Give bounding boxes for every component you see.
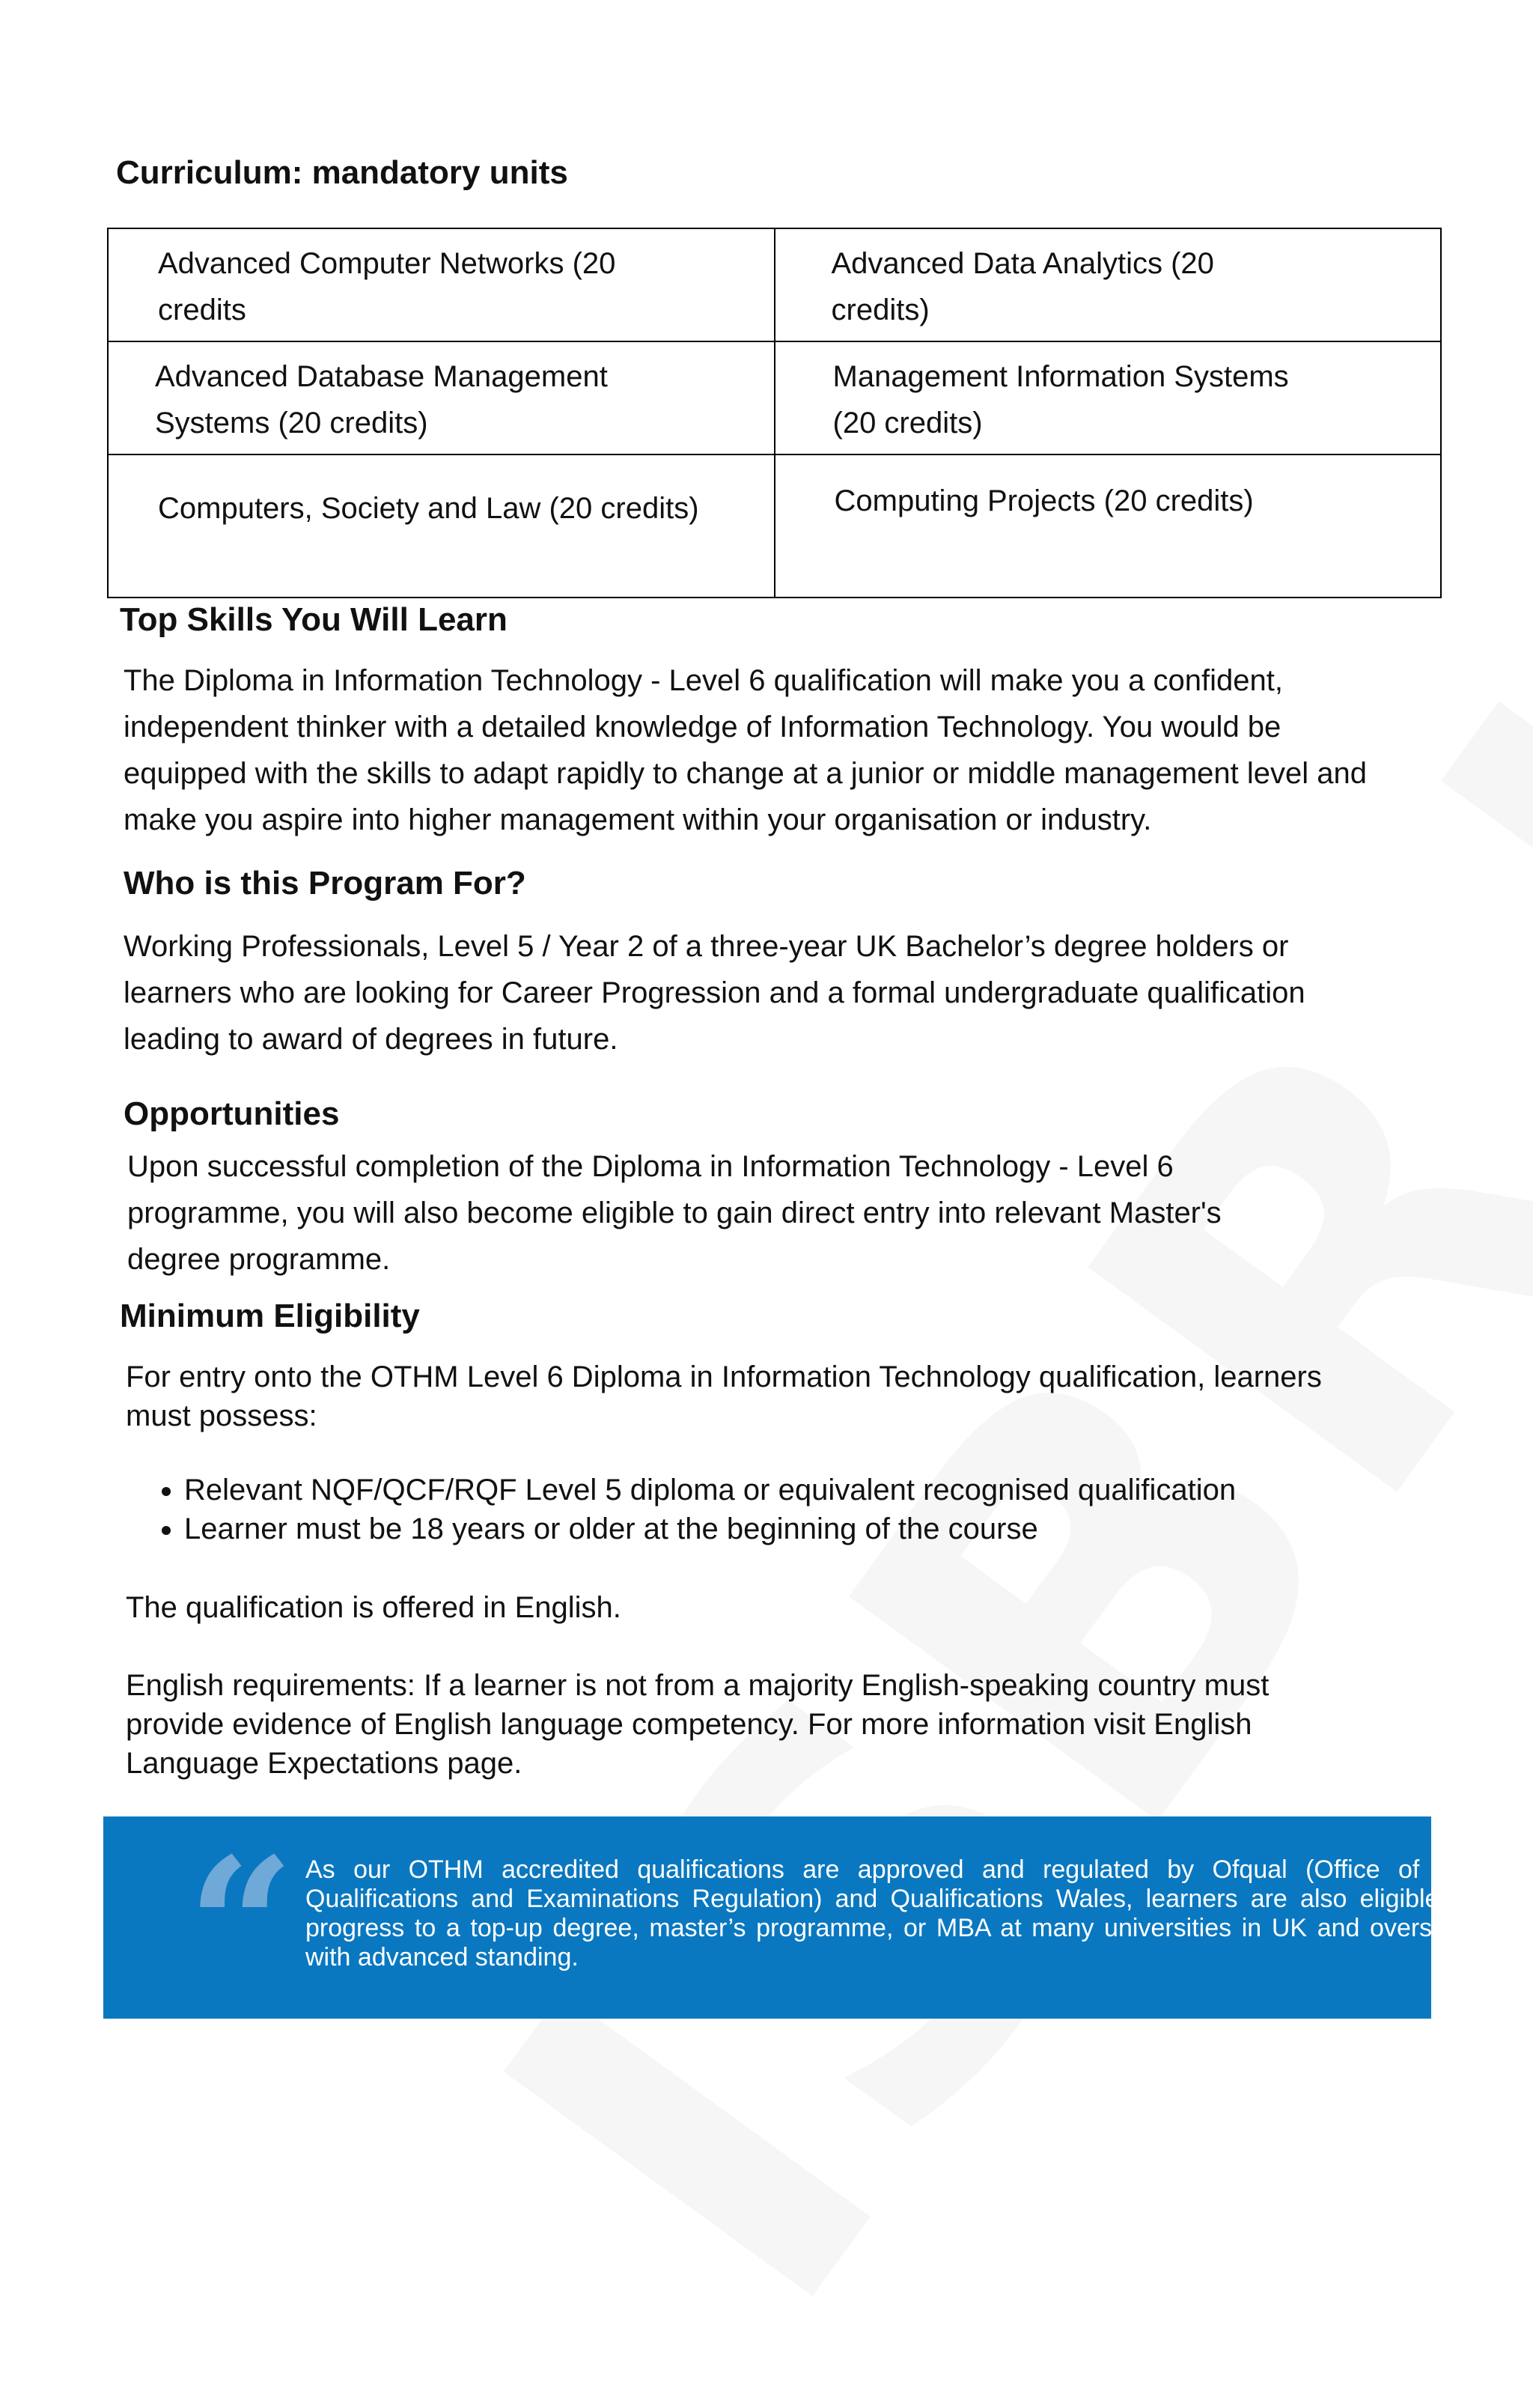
eligibility-heading: Minimum Eligibility [120, 1298, 420, 1334]
quote-icon: “ [187, 1816, 295, 2037]
unit-cell: Computing Projects (20 credits) [775, 454, 1442, 598]
list-item: • Relevant NQF/QCF/RQF Level 5 diploma or equivalent recognised qualification [184, 1471, 1457, 1509]
opportunities-body: Upon successful completion of the Diploma in Information Technology - Level 6 programme, you will also become eligible to gain direct entry into relevant Master's degree programme. [127, 1150, 1222, 1276]
eligibility-intro: For entry onto the OTHM Level 6 Diploma in Information Technology qualification, learners must possess: [126, 1360, 1322, 1432]
unit-cell: Advanced Computer Networks (20 credits [108, 228, 775, 341]
language-note: The qualification is offered in English. [126, 1591, 621, 1624]
opportunities-heading: Opportunities [124, 1095, 340, 1132]
list-item: • Learner must be 18 years or older at the beginning of the course [184, 1509, 1457, 1548]
table-row [108, 454, 1441, 598]
who-body: Working Professionals, Level 5 / Year 2 of a three-year UK Bachelor’s degree holders or learners who are looking for Career Progression and a formal undergraduate qualification leading to award of degrees in future. [124, 930, 1305, 1056]
unit-cell: Advanced Data Analytics (20 credits) [775, 228, 1442, 341]
unit-cell: Management Information Systems (20 credits) [775, 341, 1442, 454]
skills-heading: Top Skills You Will Learn [120, 601, 508, 638]
accreditation-callout [103, 1816, 1473, 2037]
table-row [108, 228, 1441, 341]
who-heading: Who is this Program For? [124, 865, 526, 902]
eligibility-list [126, 1471, 1457, 1548]
skills-body: The Diploma in Information Technology - Level 6 qualification will make you a confident, independent thinker with a detailed knowledge of Information Technology. You would be equipped with the skills to adapt rapidly to change at a junior or middle management level and make you aspire into higher management within your organisation or industry. [124, 664, 1368, 836]
callout-text: As our OTHM accredited qualifications are approved and regulated by Ofqual (Office of the Qualifications and Examinations Regulation) and Qualifications Wales, learners are also eligible to progress to a top-up degree, master’s programme, or MBA at many universities in UK and overseas with advanced standing. [305, 1855, 1473, 1971]
english-requirements: English requirements: If a learner is not from a majority English-speaking country must provide evidence of English language competency. For more information visit English Language Expectations page. [126, 1669, 1270, 1780]
table-row [108, 341, 1441, 454]
unit-cell: Computers, Society and Law (20 credits) [108, 454, 775, 598]
curriculum-table [107, 228, 1442, 598]
unit-cell: Advanced Database Management Systems (20 credits) [108, 341, 775, 454]
curriculum-heading: Curriculum: mandatory units [116, 154, 568, 191]
